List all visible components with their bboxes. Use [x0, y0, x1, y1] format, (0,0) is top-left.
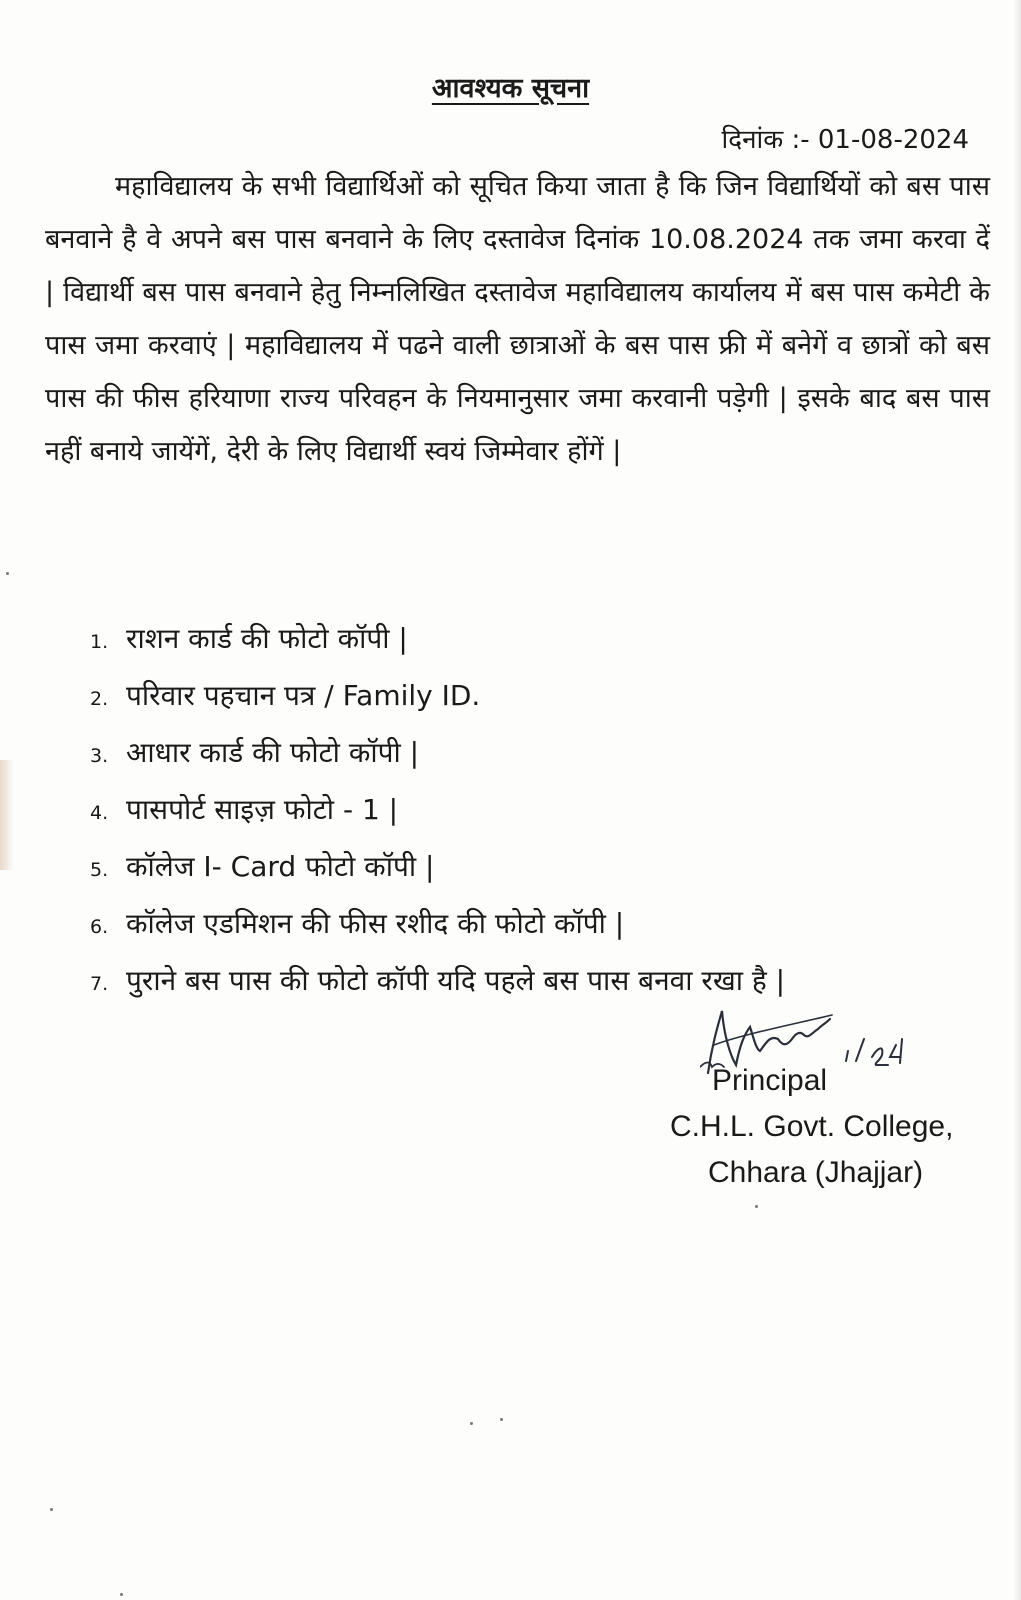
- signatory-institution: C.H.L. Govt. College,: [670, 1110, 954, 1143]
- list-item: [90, 610, 1010, 667]
- list-item-number: 3.: [90, 745, 109, 767]
- notice-title: आवश्यक सूचना: [431, 73, 590, 104]
- signatory-place: Chhara (Jhajjar): [708, 1156, 924, 1189]
- list-item-number: 5.: [90, 859, 109, 881]
- list-item: [90, 838, 1010, 895]
- list-item: [90, 724, 1010, 781]
- speck: [50, 1508, 53, 1511]
- list-item: [90, 895, 1010, 952]
- page-edge-shadow: [0, 760, 14, 870]
- speck: [755, 1205, 758, 1208]
- list-item-text: परिवार पहचान पत्र / Family ID.: [126, 679, 481, 712]
- list-item-text: कॉलेज I- Card फोटो कॉपी |: [126, 850, 435, 883]
- list-item-text: पासपोर्ट साइज़ फोटो - 1 |: [126, 793, 399, 826]
- speck: [470, 1422, 473, 1425]
- notice-date: दिनांक :- 01-08-2024: [721, 125, 969, 155]
- list-item-number: 1.: [90, 631, 109, 653]
- page-edge-shadow-right: [1013, 0, 1021, 1600]
- list-item-number: 2.: [90, 688, 109, 710]
- list-item: [90, 667, 1010, 724]
- list-item: [90, 952, 1010, 1009]
- speck: [120, 1593, 123, 1596]
- list-item-text: पुराने बस पास की फोटो कॉपी यदि पहले बस पास बनवा रखा है |: [126, 964, 786, 997]
- signatory-designation: Principal: [712, 1064, 828, 1097]
- bleed-through-text: [80, 0, 580, 16]
- signature-block: [670, 1058, 990, 1196]
- notice-paragraph: महाविद्यालय के सभी विद्यार्थिओं को सूचित किया जाता है कि जिन विद्यार्थियों को बस पास बनवाने है वे अपने बस पास बनवाने के लिए दस्तावेज दिनांक 10.08.2024 तक जमा करवा दें | विद्यार्थी बस पास बनवाने हेतु निम्नलिखित दस्तावेज महाविद्यालय कार्यालय में बस पास कमेटी के पास जमा करवाएं | महाविद्यालय में पढने वाली छात्राओं के बस पास फ्री में बनेगें व छात्रों को बस पास की फीस हरियाणा राज्य परिवहन के नियमानुसार जमा करवानी पड़ेगी | इसके बाद बस पास नहीं बनाये जायेंगें, देरी के लिए विद्यार्थी स्वयं जिम्मेवार होंगें |: [45, 171, 990, 467]
- list-item: [90, 781, 1010, 838]
- list-item-text: राशन कार्ड की फोटो कॉपी |: [126, 622, 408, 655]
- speck: [500, 1418, 503, 1421]
- list-item-number: 4.: [90, 802, 109, 824]
- speck: [6, 572, 9, 575]
- documents-list: [90, 610, 1010, 1009]
- list-item-number: 6.: [90, 916, 109, 938]
- list-item-text: कॉलेज एडमिशन की फीस रशीद की फोटो कॉपी |: [126, 907, 625, 940]
- list-item-text: आधार कार्ड की फोटो कॉपी |: [126, 736, 420, 769]
- list-item-number: 7.: [90, 973, 109, 995]
